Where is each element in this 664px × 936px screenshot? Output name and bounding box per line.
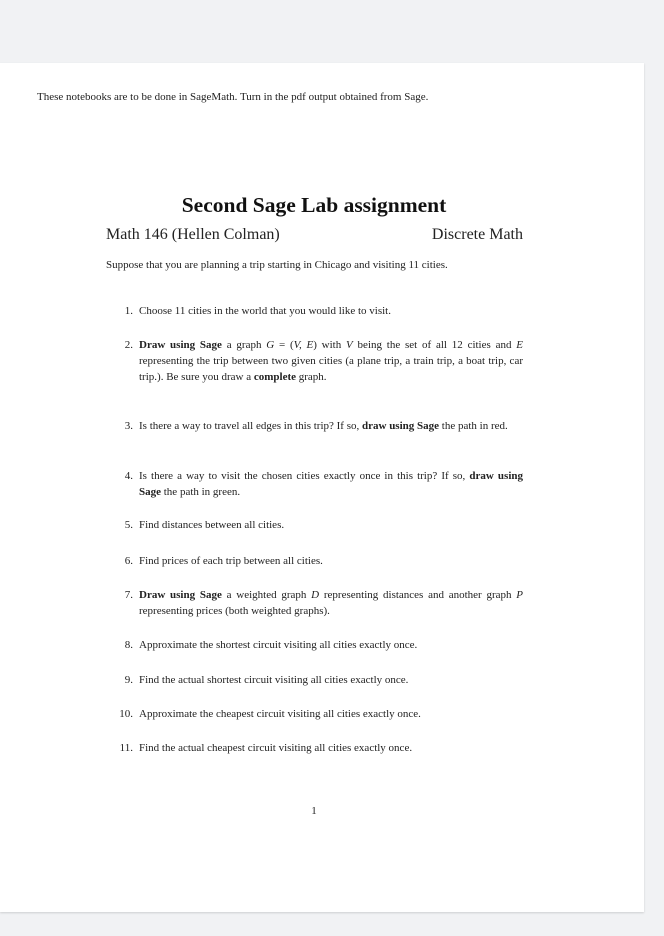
text-segment: Choose 11 cities in the world that you would like to visit. xyxy=(139,305,391,317)
list-item xyxy=(106,303,523,319)
item-number: 3. xyxy=(124,420,133,432)
item-number: 11. xyxy=(119,742,133,754)
text-segment: Is there a way to travel all edges in this trip? If so, xyxy=(139,420,362,432)
subject-label: Discrete Math xyxy=(431,226,523,243)
text-segment: representing prices (both weighted graphs). xyxy=(139,605,330,617)
text-segment: Find prices of each trip between all cities. xyxy=(139,555,323,567)
text-segment: D xyxy=(311,589,320,601)
text-segment: representing distances and another graph xyxy=(319,589,517,601)
text-segment: Draw using Sage xyxy=(139,339,222,351)
item-text xyxy=(139,587,523,619)
list-item xyxy=(106,706,523,722)
item-number: 5. xyxy=(124,519,133,531)
text-segment: = ( xyxy=(274,339,294,351)
text-segment: E xyxy=(516,339,523,351)
item-text xyxy=(139,517,523,533)
text-segment: draw using Sage xyxy=(362,420,440,432)
text-segment: draw using Sage xyxy=(139,470,523,498)
text-segment: Find distances between all cities. xyxy=(139,519,285,531)
item-text xyxy=(139,553,523,569)
page-number: 1 xyxy=(311,805,317,817)
list-item xyxy=(106,517,523,533)
text-segment: Approximate the shortest circuit visiting all cities exactly once. xyxy=(139,639,418,651)
text-segment: G xyxy=(266,339,275,351)
intro-paragraph: Suppose that you are planning a trip starting in Chicago and visiting 11 cities. xyxy=(106,259,448,271)
item-number: 1. xyxy=(124,305,133,317)
header-note: These notebooks are to be done in SageMath. Turn in the pdf output obtained from Sage. xyxy=(37,91,429,103)
item-number: 2. xyxy=(124,339,133,351)
item-number: 8. xyxy=(124,639,133,651)
item-number: 9. xyxy=(124,674,133,686)
item-number: 7. xyxy=(124,589,133,601)
text-segment: representing the trip between two given cities (a plane trip, a train trip, a boat trip, car trip.). Be sure you draw a xyxy=(139,355,523,383)
course-label: Math 146 (Hellen Colman) xyxy=(106,226,280,243)
item-text xyxy=(139,637,523,653)
text-segment: Draw using Sage xyxy=(139,589,222,601)
list-item xyxy=(106,553,523,569)
item-number: 6. xyxy=(124,555,133,567)
text-segment: a graph xyxy=(221,339,267,351)
list-item xyxy=(106,587,523,619)
list-item xyxy=(106,468,523,500)
list-item xyxy=(106,418,523,434)
text-segment: Approximate the cheapest circuit visiting all cities exactly once. xyxy=(139,708,421,720)
list-item xyxy=(106,740,523,756)
item-text xyxy=(139,418,523,434)
document-title: Second Sage Lab assignment xyxy=(181,193,447,217)
item-text xyxy=(139,706,523,722)
list-item xyxy=(106,672,523,688)
list-item xyxy=(106,337,523,385)
text-segment: P xyxy=(516,589,524,601)
text-segment: complete xyxy=(253,371,297,383)
text-segment: the path in red. xyxy=(439,420,508,432)
text-segment: being the set of all 12 cities and xyxy=(352,339,517,351)
item-text xyxy=(139,337,523,385)
text-segment: the path in green. xyxy=(161,486,241,498)
text-segment: Find the actual shortest circuit visiting all cities exactly once. xyxy=(139,674,409,686)
item-text xyxy=(139,672,523,688)
item-text xyxy=(139,303,523,319)
item-number: 10. xyxy=(119,708,133,720)
text-segment: Is there a way to visit the chosen cities exactly once in this trip? If so, xyxy=(139,470,470,482)
item-text xyxy=(139,740,523,756)
list-item xyxy=(106,637,523,653)
text-segment: ) with xyxy=(313,339,347,351)
text-segment: V xyxy=(346,339,353,351)
item-number: 4. xyxy=(124,470,133,482)
item-text xyxy=(139,468,523,500)
pdf-page xyxy=(0,63,644,912)
text-segment: Find the actual cheapest circuit visiting all cities exactly once. xyxy=(139,742,413,754)
subtitle-row xyxy=(106,226,523,244)
text-segment: a weighted graph xyxy=(221,589,312,601)
text-segment: graph. xyxy=(296,371,327,383)
text-segment: V, E xyxy=(293,339,314,351)
